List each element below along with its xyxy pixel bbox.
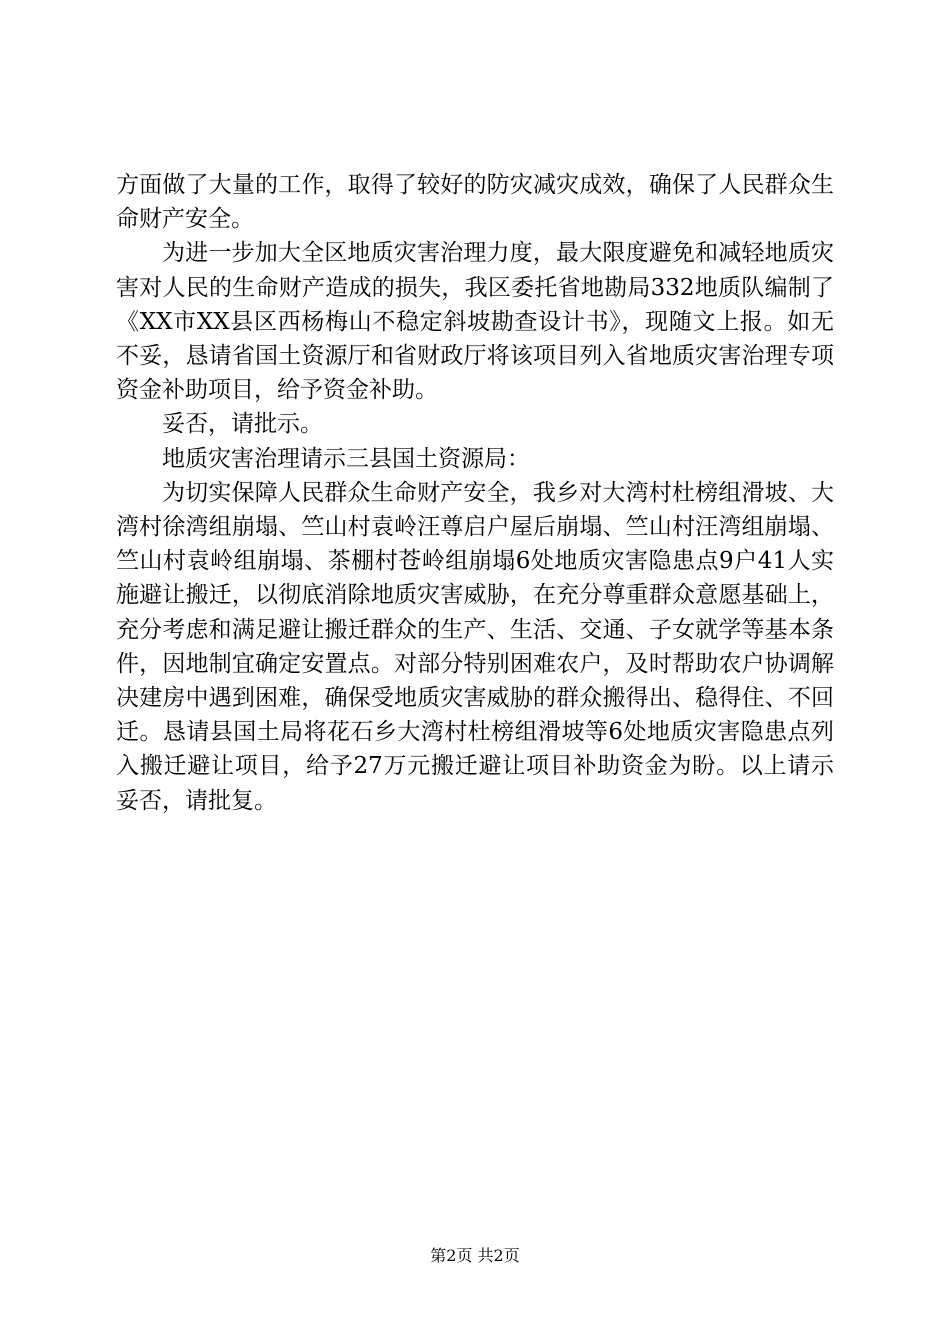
paragraph-addressee: 地质灾害治理请示三县国土资源局： xyxy=(162,445,530,472)
paragraph-request-approval: 妥否，请批示。 xyxy=(162,411,323,438)
page-number-footer: 第2页 共2页 xyxy=(430,1246,520,1265)
paragraph-report: 为进一步加大全区地质灾害治理力度，最大限度避免和减轻地质灾害对人民的生命财产造成的损失，我区委托省地勘局332地质队编制了《XX市XX县区西杨梅山不稳定斜坡勘查设计书》，现随文上报。如无不妥，恳请省国土资源厅和省财政厅将该项目列入省地质灾害治理专项资金补助项目，给予资金补助。 xyxy=(116,240,834,404)
paragraph-relocation-request: 为切实保障人民群众生命财产安全，我乡对大湾村杜榜组滑坡、大湾村徐湾组崩塌、竺山村袁岭汪尊启户屋后崩塌、竺山村汪湾组崩塌、竺山村袁岭组崩塌、茶棚村苍岭组崩塌6处地质灾害隐患点9户41人实施避让搬迁，以彻底消除地质灾害威胁，在充分尊重群众意愿基础上，充分考虑和满足避让搬迁群众的生产、生活、交通、子女就学等基本条件，因地制宜确定安置点。对部分特别困难农户，及时帮助农户协调解决建房中遇到困难，确保受地质灾害威胁的群众搬得出、稳得住、不回迁。恳请县国土局将花石乡大湾村杜榜组滑坡等6处地质灾害隐患点列入搬迁避让项目，给予27万元搬迁避让项目补助资金为盼。以上请示妥否，请批复。 xyxy=(116,479,834,814)
document-body xyxy=(116,168,834,818)
paragraph-continuation: 方面做了大量的工作，取得了较好的防灾减灾成效，确保了人民群众生命财产安全。 xyxy=(116,172,834,233)
